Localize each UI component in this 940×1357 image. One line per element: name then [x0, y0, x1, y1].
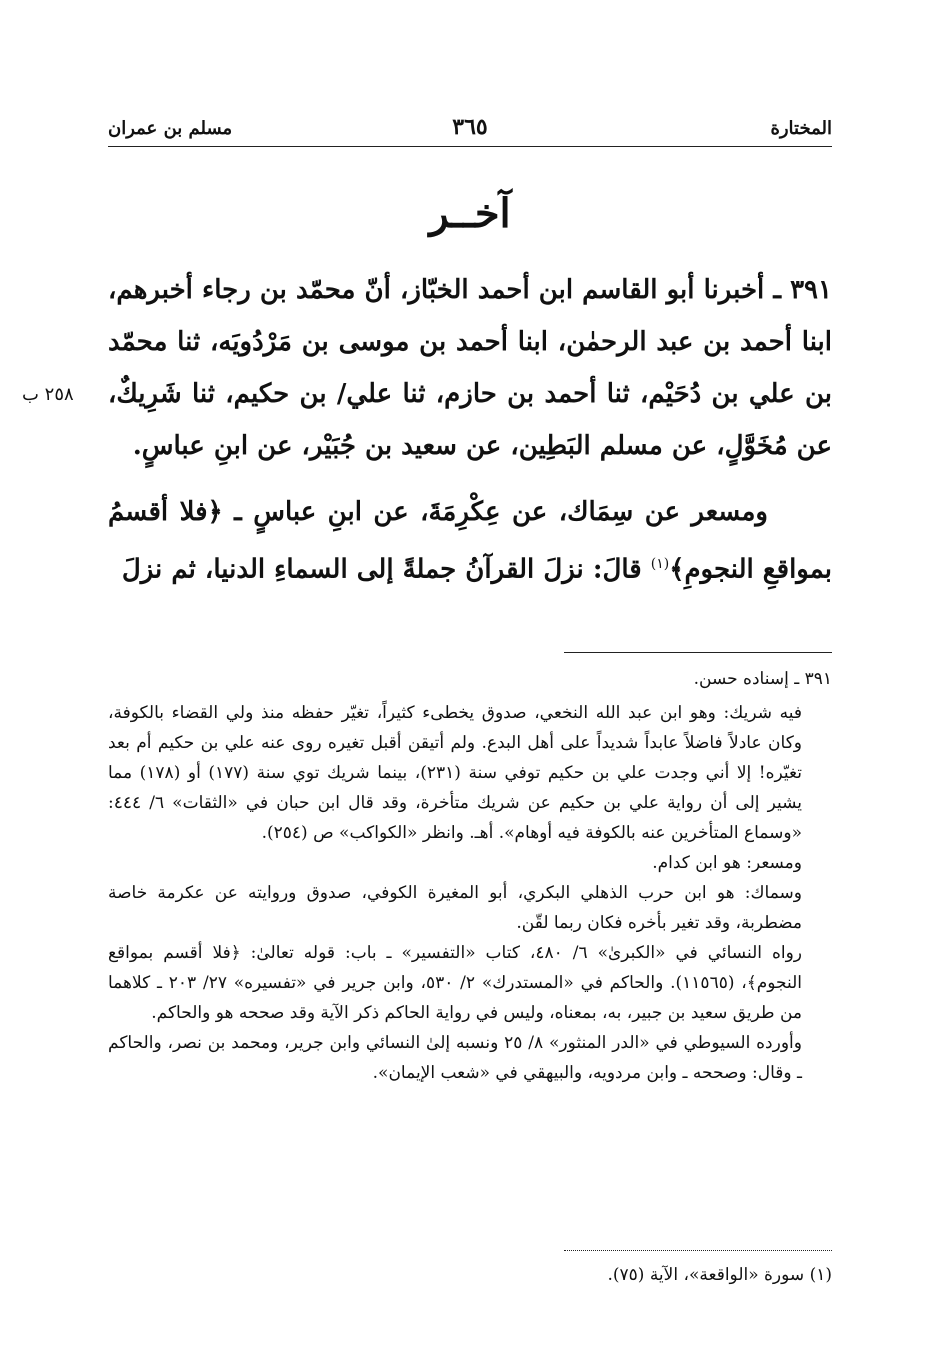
note-takhrij: رواه النسائي في «الكبرىٰ» ٦/ ٤٨٠، كتاب «التفسير» ـ باب: قوله تعالىٰ: ﴿فلا أقسم بمواقع النجوم﴾، (١١٥٦٥). والحاكم في «المستدرك» ٢/ ٥٣٠، وابن جرير في «تفسيره» ٢٧/ ٢٠٣ ـ كلاهما من طريق سعيد بن جبير، به، بمعناه، وليس في رواية الحاكم ذكر الآية وقد صححه هو والحاكم.	[108, 943, 803, 1023]
commentary-notes	[108, 664, 832, 1088]
note-sharik: فيه شريك: وهو ابن عبد الله النخعي، صدوق يخطىء كثيراً، تغيّر حفظه منذ ولي القضاء بالكوفة، وكان عادلاً فاضلاً عابداً شديداً على أهل البدع. ولم أتيقن أقبل تغيره روى عنه علي بن حكيم أم بعد تغيّره! إلا أني وجدت علي بن حكيم توفي سنة (٢٣١)، بينما شريك توي سنة (١٧٧) أو (١٧٨) مما يشير إلى أن رواية علي بن حكيم عن شريك متأخرة، وقد قال ابن حبان في «الثقات» ٦/ ٤٤٤: «وسماع المتأخرين عنه بالكوفة فيه أوهام». أهـ. وانظر «الكواكب» ص (٢٥٤).	[108, 703, 802, 843]
main-text	[108, 264, 832, 596]
matn-text-start: ومسعر عن سِمَاك، عن عِكْرِمَةَ، عن ابنِ عباسٍ ـ ﴿فلا أقسمُ بمواقعِ النجومِ﴾	[108, 497, 832, 585]
hadith-isnad-paragraph: ٣٩١ ـ أخبرنا أبو القاسم ابن أحمد الخبّاز، أنّ محمّد بن رجاء أخبرهم، ابنا أحمد بن عبد الرحمٰن، ابنا أحمد بن موسى بن مَرْدُويَه، ثنا محمّد بن علي بن دُحَيْم، ثنا أحمد بن حازم، ثنا علي/ بن حكيم، ثنا شَرِيكٌ، عن مُخَوَّلٍ، عن مسلم البَطِين، عن سعيد بن جُبَيْر، عن ابنِ عباسٍ.	[108, 275, 832, 461]
book-title: المختارة	[770, 118, 832, 139]
chapter-title: مسلم بن عمران	[108, 118, 233, 139]
note-simak: وسماك: هو ابن حرب الذهلي البكري، أبو المغيرة الكوفي، صدوق وروايته عن عكرمة خاصة مضطربة، وقد تغير بأخره فكان ربما لقّن.	[108, 883, 802, 933]
running-header	[108, 112, 832, 147]
footnote-text: (١) سورة «الواقعة»، الآية (٧٥).	[607, 1265, 832, 1285]
hadith-matn-paragraph	[108, 486, 832, 596]
footnote	[108, 1260, 832, 1290]
note-suyuti: وأورده السيوطي في «الدر المنثور» ٨/ ٢٥ ونسبه إلىٰ النسائي وابن جرير، ومحمد بن نصر، والحاكم ـ وقال: وصححه ـ وابن مردويه، والبيهقي في «شعب الإيمان».	[108, 1033, 802, 1083]
section-heading: آخــر	[429, 190, 511, 237]
footnote-marker: (١)	[650, 556, 670, 572]
matn-text-end: قالَ: نزلَ القرآنُ جملةً إلى السماءِ الدنيا، ثم نزلَ	[121, 554, 651, 585]
notes-separator	[564, 652, 832, 653]
manuscript-folio-marker: ٢٥٨ ب	[22, 384, 74, 405]
note-misar: ومسعر: هو ابن كدام.	[652, 853, 802, 873]
footnote-separator	[564, 1250, 832, 1251]
page-number: ٣٦٥	[452, 114, 488, 140]
note-grading: ٣٩١ ـ إسناده حسن.	[693, 669, 832, 689]
